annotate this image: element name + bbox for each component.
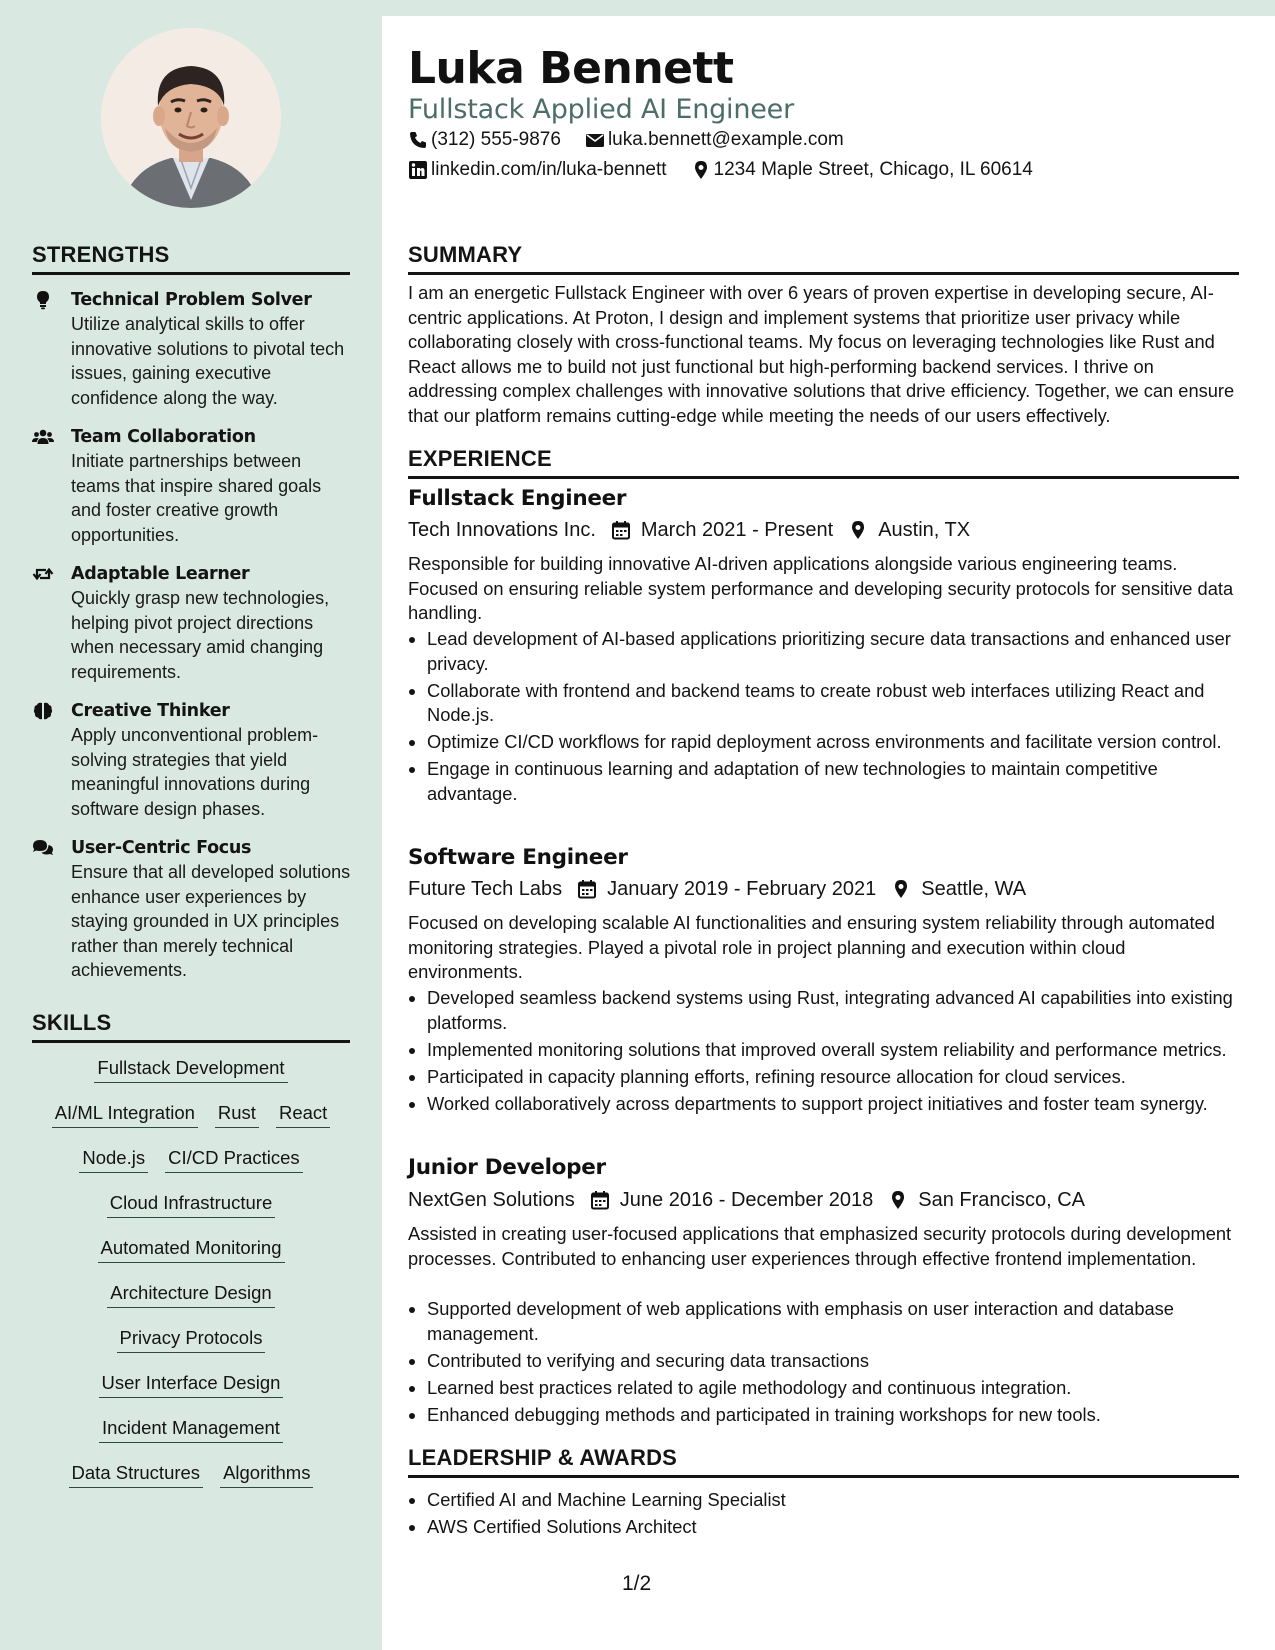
job-location: San Francisco, CA — [918, 1189, 1085, 1211]
address-item — [691, 157, 1033, 183]
experience-heading: EXPERIENCE — [408, 447, 1239, 479]
list-item: Learned best practices related to agile methodology and continuous integration. — [408, 1376, 1240, 1401]
linkedin-icon — [408, 160, 428, 180]
skill-row — [32, 1326, 350, 1371]
skill-tag: User Interface Design — [99, 1371, 284, 1398]
job-dates: June 2016 - December 2018 — [619, 1189, 874, 1211]
strength-title: Creative Thinker — [71, 701, 230, 721]
address-text: 1234 Maple Street, Chicago, IL 60614 — [713, 159, 1033, 180]
phone-text: (312) 555-9876 — [431, 129, 561, 150]
strength-item — [32, 288, 352, 410]
skill-tag: AI/ML Integration — [52, 1101, 198, 1128]
strength-title: Adaptable Learner — [71, 564, 250, 584]
profile-photo — [101, 28, 281, 208]
skill-row — [32, 1236, 350, 1281]
skill-tag: Rust — [215, 1101, 259, 1128]
linkedin-link[interactable]: linkedin.com/in/luka-bennett — [431, 159, 667, 180]
list-item: Enhanced debugging methods and participated in training workshops for new tools. — [408, 1403, 1240, 1428]
skills-list — [32, 1056, 350, 1506]
strength-item — [32, 836, 352, 983]
awards-heading: LEADERSHIP & AWARDS — [408, 1446, 1239, 1478]
phone-icon — [408, 130, 428, 150]
skill-tag: React — [276, 1101, 330, 1128]
job-location: Austin, TX — [878, 519, 971, 541]
job-meta — [408, 1186, 1085, 1214]
job-role: Fullstack Engineer — [408, 486, 627, 511]
calendar-icon — [590, 1190, 610, 1210]
list-item: Worked collaboratively across departments to support project initiatives and foster team synergy. — [408, 1092, 1240, 1117]
job-description: Focused on developing scalable AI functionalities and ensuring system reliability through automated monitoring strategies. Played a pivotal role in project planning and execution within cloud environments. — [408, 912, 1215, 982]
map-pin-icon — [691, 160, 711, 180]
job-company: Tech Innovations Inc. — [408, 519, 596, 541]
candidate-title: Fullstack Applied AI Engineer — [408, 94, 794, 125]
candidate-name: Luka Bennett — [408, 43, 734, 94]
list-item: AWS Certified Solutions Architect — [408, 1515, 1240, 1540]
list-item: Lead development of AI-based applications prioritizing secure data transactions and enhanced user privacy. — [408, 627, 1240, 676]
list-item: Developed seamless backend systems using Rust, integrating advanced AI capabilities into existing platforms. — [408, 986, 1240, 1035]
brain-icon — [32, 701, 54, 721]
envelope-icon — [585, 130, 605, 150]
strengths-heading: STRENGTHS — [32, 243, 350, 275]
job-meta — [408, 516, 970, 544]
job-description: Responsible for building innovative AI-driven applications alongside various engineering teams. Focused on ensuring reliable system performance and developing security protocols for sensitive data handling. — [408, 553, 1234, 623]
list-item: Contributed to verifying and securing data transactions — [408, 1349, 1240, 1374]
comments-icon — [32, 838, 54, 858]
summary-text: I am an energetic Fullstack Engineer with over 6 years of proven expertise in developing secure, AI-centric applications. At Proton, I design and implement systems that prioritize user privacy while collaborating closely with cross-functional teams. My focus on leveraging technologies like Rust and React allows me to build not just functional but high-performing backend services. I thrive on addressing complex challenges with innovative solutions that drive efficiency. Together, we can ensure that our platform remains cutting-edge while meeting the needs of our users effectively. — [408, 282, 1235, 426]
list-item: Supported development of web applications with emphasis on user interaction and database management. — [408, 1297, 1240, 1346]
calendar-icon — [611, 520, 631, 540]
job-company: Future Tech Labs — [408, 878, 563, 900]
skill-row — [32, 1371, 350, 1416]
skill-row — [32, 1191, 350, 1236]
email-link[interactable]: luka.bennett@example.com — [607, 129, 844, 150]
job-bullets — [408, 1297, 1240, 1430]
strengths-list — [32, 288, 352, 998]
summary-heading: SUMMARY — [408, 243, 1239, 275]
strength-item — [32, 562, 352, 684]
skill-tag: Incident Management — [99, 1416, 283, 1443]
job-role: Junior Developer — [408, 1155, 606, 1180]
skills-heading: SKILLS — [32, 1011, 350, 1043]
skill-tag: Node.js — [79, 1146, 148, 1173]
page-number: 1/2 — [622, 1572, 652, 1595]
strength-desc: Initiate partnerships between teams that inspire shared goals and foster creative growth opportunities. — [71, 451, 322, 545]
skill-tag: Fullstack Development — [94, 1056, 287, 1083]
list-item: Collaborate with frontend and backend teams to create robust web interfaces utilizing React and Node.js. — [408, 679, 1240, 728]
users-icon — [32, 427, 54, 447]
skill-row — [32, 1056, 350, 1101]
job-company: NextGen Solutions — [408, 1189, 575, 1211]
skill-tag: Privacy Protocols — [117, 1326, 266, 1353]
job-description: Assisted in creating user-focused applications that emphasized security protocols during development processes. Contributed to enhancing user experiences through effective frontend implementation. — [408, 1223, 1232, 1269]
contact-row-1 — [408, 127, 868, 153]
job-role: Software Engineer — [408, 845, 628, 870]
list-item: Certified AI and Machine Learning Specialist — [408, 1488, 1240, 1513]
retweet-icon — [32, 564, 54, 584]
skill-row — [32, 1461, 350, 1506]
strength-desc: Ensure that all developed solutions enhance user experiences by staying grounded in UX principles rather than merely technical achievements. — [71, 862, 351, 980]
map-pin-icon — [891, 879, 911, 899]
skill-row — [32, 1281, 350, 1326]
map-pin-icon — [848, 520, 868, 540]
skill-tag: CI/CD Practices — [165, 1146, 303, 1173]
job-dates: January 2019 - February 2021 — [607, 878, 877, 900]
email-item[interactable] — [585, 127, 844, 153]
job-dates: March 2021 - Present — [640, 519, 834, 541]
strength-title: Technical Problem Solver — [71, 290, 312, 310]
phone-item — [408, 127, 561, 153]
job-bullets — [408, 986, 1240, 1119]
strength-title: User-Centric Focus — [71, 838, 252, 858]
list-item: Optimize CI/CD workflows for rapid deployment across environments and facilitate version control. — [408, 730, 1240, 755]
strength-desc: Apply unconventional problem-solving strategies that yield meaningful innovations during software design phases. — [71, 725, 319, 819]
list-item: Engage in continuous learning and adaptation of new technologies to maintain competitive advantage. — [408, 757, 1240, 806]
skill-tag: Data Structures — [69, 1461, 204, 1488]
job-bullets — [408, 627, 1240, 809]
skill-row — [32, 1101, 350, 1146]
strength-item — [32, 425, 352, 547]
strength-desc: Quickly grasp new technologies, helping pivot project directions when necessary amid changing requirements. — [71, 588, 330, 682]
list-item: Participated in capacity planning efforts, refining resource allocation for cloud services. — [408, 1065, 1240, 1090]
calendar-icon — [577, 879, 597, 899]
strength-title: Team Collaboration — [71, 427, 256, 447]
skill-tag: Cloud Infrastructure — [107, 1191, 275, 1218]
strength-desc: Utilize analytical skills to offer innovative solutions to pivotal tech issues, gaining executive confidence along the way. — [71, 314, 345, 408]
skill-tag: Automated Monitoring — [98, 1236, 285, 1263]
job-location: Seattle, WA — [921, 878, 1027, 900]
skill-row — [32, 1416, 350, 1461]
skill-tag: Architecture Design — [107, 1281, 274, 1308]
awards-list — [408, 1488, 1240, 1542]
skill-row — [32, 1146, 350, 1191]
lightbulb-icon — [32, 290, 54, 310]
list-item: Implemented monitoring solutions that improved overall system reliability and performance metrics. — [408, 1038, 1240, 1063]
skill-tag: Algorithms — [220, 1461, 313, 1488]
strength-item — [32, 699, 352, 821]
map-pin-icon — [888, 1190, 908, 1210]
job-meta — [408, 875, 1026, 903]
linkedin-item[interactable] — [408, 157, 667, 183]
contact-row-2 — [408, 157, 1057, 183]
